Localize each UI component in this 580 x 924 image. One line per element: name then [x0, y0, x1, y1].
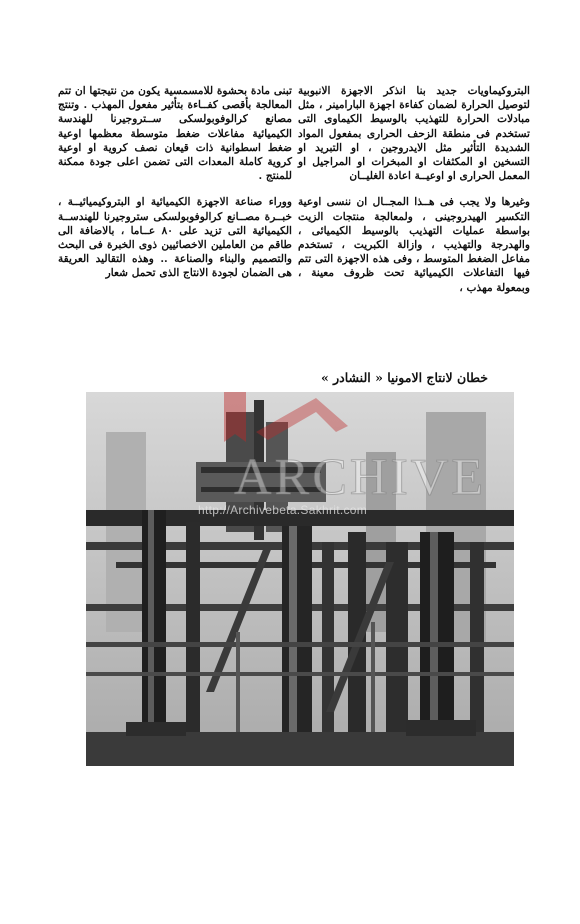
left-text-column — [58, 84, 292, 293]
plant-illustration — [86, 392, 514, 766]
photo-caption: خطان لانتاج الامونيا « النشادر » — [320, 370, 488, 385]
paragraph: البتروكيماويات جديد بنا انذكر الاجهزة الانبوبية لتوصيل الحرارة لضمان كفاءة اجهزة البارامينر ، مثل مبادلات الحرارة للتهذيب بالوسيط الكيماوى التى تستخدم فى منطقة الزحف الحرارى بمفعول المواد الشديدة التأثير مثل الايدروجين ، او التبريد او التسخين او المكثفات او المبخرات او المراجيل او المعمل الحرارى او اوعيــة اعادة الغليــان — [298, 85, 530, 183]
paragraph: ووراء صناعة الاجهزة الكيميائية او البتروكيميائيــة ، خبــرة مصــانع كرالوفوبولسكى ستروجيرنا للهندســة الكيميائية التى تزيد على ٨٠ عــاما ، بالاضافة الى طاقم من العاملين الاخصائيين ذوى الخبرة فى البحث والتصميم والبناء والصناعة .. وهذه التقاليد العريقة هى الضمان لجودة الانتاج الذى تحمل شعار — [58, 196, 292, 280]
right-text-column — [298, 84, 530, 307]
industrial-plant-photo — [86, 392, 514, 766]
watermark-url: http://Archivebeta.Sakhrit.com — [198, 503, 368, 517]
paragraph: تبنى مادة بحشوة للامسمسية يكون من نتيجتها ان تتم المعالجة بأقصى كفــاءة بتأثير مفعول المهذب . وتنتج مصانع كرالوفوبولسكى ســتروجيرنا للهندسة الكيميائية مفاعلات ضغط متوسطة معظمها اوعية ضغط اسطوانية ذات قيعان نصف كروية او اوعية كروية كاملة المعدات التى تضمن اعلى جودة ممكنة للمنتج . — [58, 85, 292, 183]
watermark-word: ARCHIVE — [234, 449, 487, 506]
paragraph: وغيرها ولا يجب فى هــذا المجــال ان ننسى اوعية التكسير الهيدروجينى ، ولمعالجة منتجات الزيت بواسطة عمليات التهذيب بالوسيط الكيميائى ، والهدرجة والتهذيب ، وازالة الكبريت ، تستخدم مفاعل الضغط المتوسط ، وفى هذه الاجهزة التى تتم فيها التفاعلات الكيميائية تحت ظروف معينة ، وبمعولة مهذب ، — [298, 196, 530, 294]
